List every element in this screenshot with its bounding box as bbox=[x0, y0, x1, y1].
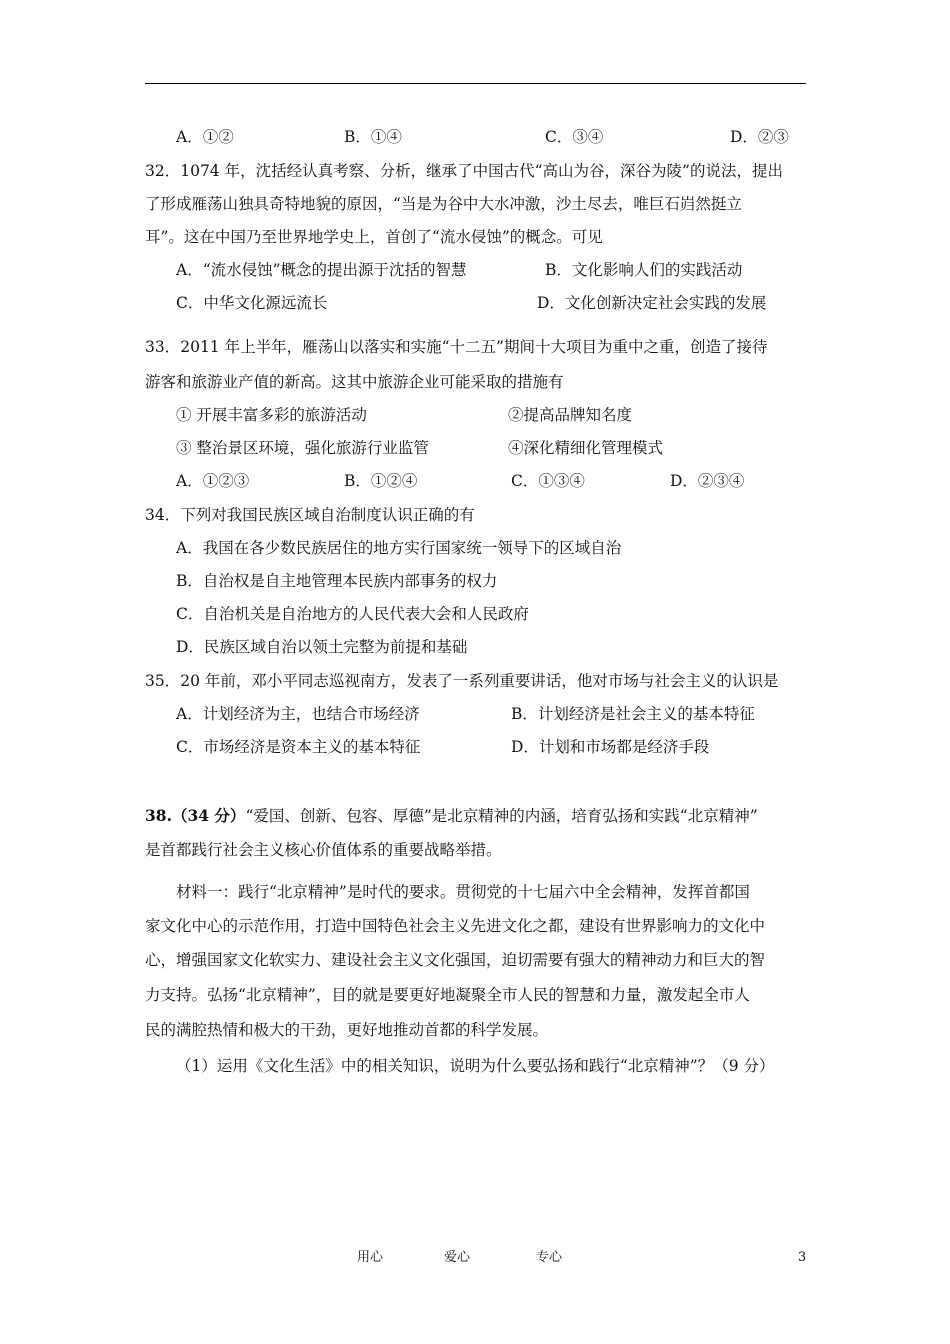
q38-material-line-3: 心，增强国家文化软实力、建设社会主义文化强国，迫切需要有强大的精神动力和巨大的智 bbox=[145, 951, 766, 969]
q32-option-b: B．文化影响人们的实践活动 bbox=[545, 261, 743, 279]
q31-option-d: D．②③ bbox=[730, 128, 789, 146]
q38-stem-text: “爱国、创新、包容、厚德”是北京精神的内涵，培育弘扬和实践“北京精神” bbox=[245, 807, 758, 825]
q33-item-4: ④深化精细化管理模式 bbox=[508, 439, 664, 457]
q33-stem-line-1: 33．2011 年上半年，雁荡山以落实和实施“十二五”期间十大项目为重中之重，创造了接待 bbox=[145, 338, 768, 356]
q33-stem-line-2: 游客和旅游业产值的新高。这其中旅游企业可能采取的措施有 bbox=[145, 373, 564, 391]
q32-option-d: D．文化创新决定社会实践的发展 bbox=[537, 294, 767, 312]
q38-material-line-5: 民的满腔热情和极大的干劲，更好地推动首都的科学发展。 bbox=[145, 1021, 549, 1039]
q32-option-c: C．中华文化源远流长 bbox=[176, 294, 328, 312]
q33-item-1: ① 开展丰富多彩的旅游活动 bbox=[176, 406, 367, 424]
q34-option-c: C．自治机关是自治地方的人民代表大会和人民政府 bbox=[176, 605, 529, 623]
q38-material-line-2: 家文化中心的示范作用，打造中国特色社会主义先进文化之都，建设有世界影响力的文化中 bbox=[145, 917, 766, 935]
q38-material-line-4: 力支持。弘扬“北京精神”，目的就是要更好地凝聚全市人民的智慧和力量，激发起全市人 bbox=[145, 986, 750, 1004]
q31-option-c: C．③④ bbox=[545, 128, 604, 146]
q33-option-b: B．①②④ bbox=[344, 472, 418, 490]
header-rule bbox=[145, 83, 806, 84]
q35-option-b: B．计划经济是社会主义的基本特征 bbox=[511, 705, 755, 723]
q32-stem-line-1: 32．1074 年，沈括经认真考察、分析，继承了中国古代“高山为谷，深谷为陵”的说法，提出 bbox=[145, 162, 783, 180]
q33-item-2: ②提高品牌知名度 bbox=[508, 406, 633, 424]
q34-option-d: D．民族区域自治以领土完整为前提和基础 bbox=[176, 638, 468, 656]
q33-option-d: D．②③④ bbox=[670, 472, 745, 490]
q34-option-a: A．我国在各少数民族居住的地方实行国家统一领导下的区域自治 bbox=[176, 539, 622, 557]
q38-stem-line-2: 是首都践行社会主义核心价值体系的重要战略举措。 bbox=[145, 841, 502, 859]
q35-stem: 35．20 年前，邓小平同志巡视南方，发表了一系列重要讲话，他对市场与社会主义的认识是 bbox=[145, 672, 779, 690]
footer-word-3: 专心 bbox=[536, 1250, 563, 1265]
page-number: 3 bbox=[798, 1250, 807, 1265]
q35-option-c: C．市场经济是资本主义的基本特征 bbox=[176, 738, 421, 756]
q31-option-b: B．①④ bbox=[344, 128, 402, 146]
q33-option-a: A．①②③ bbox=[176, 472, 250, 490]
q33-option-c: C．①③④ bbox=[511, 472, 585, 490]
q32-stem-line-2: 了形成雁荡山独具奇特地貌的原因，“当是为谷中大水冲激，沙土尽去，唯巨石岿然挺立 bbox=[145, 195, 742, 213]
footer-word-2: 爱心 bbox=[444, 1250, 471, 1265]
q38-stem-line-1 bbox=[145, 806, 758, 826]
q34-option-b: B．自治权是自主地管理本民族内部事务的权力 bbox=[176, 572, 498, 590]
q38-material-line-1: 材料一：践行“北京精神”是时代的要求。贯彻党的十七届六中全会精神，发挥首都国 bbox=[176, 883, 750, 901]
q34-stem: 34．下列对我国民族区域自治制度认识正确的有 bbox=[145, 506, 475, 524]
q32-option-a: A．“流水侵蚀”概念的提出源于沈括的智慧 bbox=[176, 261, 467, 279]
q32-stem-line-3: 耳”。这在中国乃至世界地学史上，首创了“流水侵蚀”的概念。可见 bbox=[145, 228, 603, 246]
q33-item-3: ③ 整治景区环境，强化旅游行业监管 bbox=[176, 439, 429, 457]
q38-sub-question-1: （1）运用《文化生活》中的相关知识，说明为什么要弘扬和践行“北京精神”？（9 分） bbox=[176, 1057, 775, 1075]
q35-option-a: A．计划经济为主，也结合市场经济 bbox=[176, 705, 420, 723]
q35-option-d: D．计划和市场都是经济手段 bbox=[511, 738, 710, 756]
footer-word-1: 用心 bbox=[357, 1250, 384, 1265]
q38-number: 38.（34 分） bbox=[145, 806, 246, 825]
q31-option-a: A．①② bbox=[176, 128, 234, 146]
